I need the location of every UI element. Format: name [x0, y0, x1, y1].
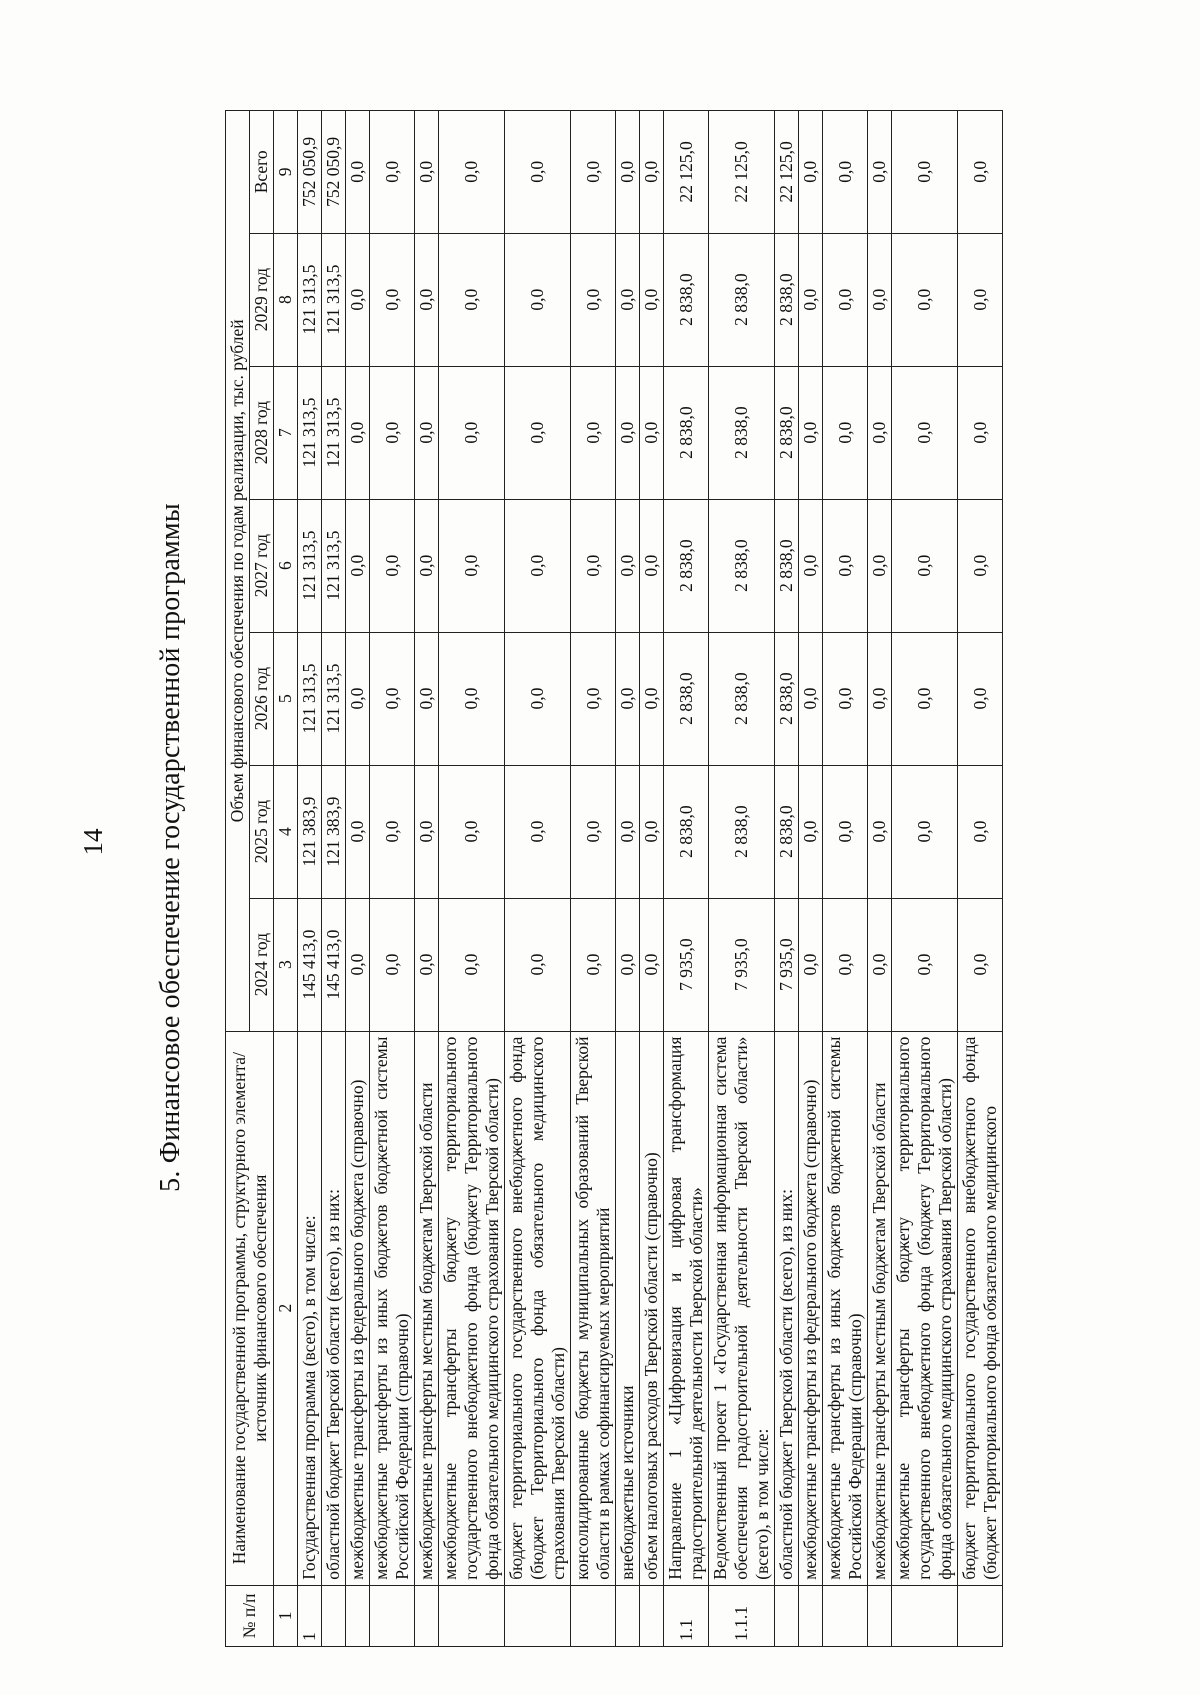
row-year-value: 145 413,0	[298, 898, 322, 1031]
row-year-value: 0,0	[958, 898, 1003, 1031]
row-total-value: 0,0	[868, 111, 892, 234]
column-number: 9	[274, 111, 298, 234]
row-year-value: 0,0	[616, 765, 640, 898]
column-number: 6	[274, 499, 298, 632]
row-year-value: 121 313,5	[298, 366, 322, 499]
table-row	[823, 111, 868, 1647]
row-year-value: 0,0	[571, 366, 616, 499]
table-row	[892, 111, 958, 1647]
row-year-value: 2 838,0	[664, 632, 709, 765]
table-row	[958, 111, 1003, 1647]
row-year-value: 0,0	[571, 233, 616, 366]
row-number	[775, 1585, 799, 1646]
row-number	[823, 1585, 868, 1646]
row-year-value: 0,0	[346, 233, 370, 366]
table-row	[505, 111, 571, 1647]
row-name: межбюджетные трансферты из федерального бюджета (справочно)	[799, 1031, 823, 1585]
row-year-value: 7 935,0	[664, 898, 709, 1031]
row-year-value: 0,0	[892, 366, 958, 499]
row-year-value: 0,0	[415, 233, 439, 366]
row-name: межбюджетные трансферты из иных бюджетов бюджетной системы Российской Федерации (справочно)	[370, 1031, 415, 1585]
row-year-value: 0,0	[571, 499, 616, 632]
row-year-value: 0,0	[823, 233, 868, 366]
row-year-value: 0,0	[799, 765, 823, 898]
row-year-value: 0,0	[571, 898, 616, 1031]
row-year-value: 0,0	[346, 499, 370, 632]
column-number: 5	[274, 632, 298, 765]
row-year-value: 0,0	[616, 233, 640, 366]
row-year-value: 0,0	[799, 632, 823, 765]
row-number	[799, 1585, 823, 1646]
row-year-value: 2 838,0	[775, 632, 799, 765]
row-year-value: 0,0	[505, 632, 571, 765]
row-total-value: 0,0	[571, 111, 616, 234]
header-year: 2027 год	[250, 499, 274, 632]
row-name: межбюджетные трансферты бюджету территориального государственного внебюджетного фонда (бюджету Территориального фонда обязательного медицинского страхования Тверской области)	[439, 1031, 505, 1585]
row-name: Направление 1 «Цифровизация и цифровая трансформация градостроительной деятельности Тверской области»	[664, 1031, 709, 1585]
row-year-value: 0,0	[415, 898, 439, 1031]
financing-table	[225, 110, 1003, 1647]
row-number: 1	[298, 1585, 322, 1646]
row-total-value: 0,0	[640, 111, 664, 234]
row-year-value: 0,0	[958, 765, 1003, 898]
row-number	[892, 1585, 958, 1646]
row-year-value: 0,0	[868, 233, 892, 366]
row-total-value: 0,0	[346, 111, 370, 234]
row-year-value: 0,0	[439, 233, 505, 366]
row-year-value: 0,0	[640, 765, 664, 898]
row-name: межбюджетные трансферты местным бюджетам Тверской области	[868, 1031, 892, 1585]
row-name: межбюджетные трансферты из иных бюджетов бюджетной системы Российской Федерации (справочно)	[823, 1031, 868, 1585]
column-number: 2	[274, 1031, 298, 1585]
row-number: 1.1.1	[709, 1585, 775, 1646]
table-row	[709, 111, 775, 1647]
table-row	[799, 111, 823, 1647]
header-volume-group: Объем финансового обеспечения по годам реализации, тыс. рублей	[226, 111, 250, 1032]
column-number: 4	[274, 765, 298, 898]
row-total-value: 0,0	[616, 111, 640, 234]
row-year-value: 121 313,5	[298, 499, 322, 632]
row-year-value: 121 383,9	[322, 765, 346, 898]
row-total-value: 0,0	[823, 111, 868, 234]
row-year-value: 0,0	[571, 632, 616, 765]
row-year-value: 0,0	[868, 765, 892, 898]
table-row	[346, 111, 370, 1647]
row-year-value: 121 383,9	[298, 765, 322, 898]
row-name: бюджет территориального государственного внебюджетного фонда (бюджет Территориального фонда обязательного медицинского	[958, 1031, 1003, 1585]
row-year-value: 0,0	[892, 765, 958, 898]
row-total-value: 752 050,9	[322, 111, 346, 234]
row-total-value: 0,0	[439, 111, 505, 234]
row-year-value: 0,0	[958, 632, 1003, 765]
row-year-value: 0,0	[958, 499, 1003, 632]
table-row	[370, 111, 415, 1647]
row-year-value: 0,0	[823, 366, 868, 499]
row-number	[415, 1585, 439, 1646]
row-year-value: 0,0	[370, 499, 415, 632]
header-year: 2028 год	[250, 366, 274, 499]
page-title: 5. Финансовое обеспечение государственной программы	[155, 503, 186, 1192]
row-year-value: 0,0	[505, 233, 571, 366]
header-year: 2026 год	[250, 632, 274, 765]
row-year-value: 0,0	[868, 499, 892, 632]
row-year-value: 0,0	[415, 499, 439, 632]
column-number: 1	[274, 1585, 298, 1646]
header-num: № п/п	[226, 1585, 274, 1646]
row-year-value: 0,0	[439, 898, 505, 1031]
row-total-value: 22 125,0	[709, 111, 775, 234]
row-year-value: 0,0	[346, 765, 370, 898]
header-total: Всего	[250, 111, 274, 234]
row-total-value: 0,0	[415, 111, 439, 234]
row-year-value: 0,0	[616, 366, 640, 499]
row-year-value: 0,0	[505, 765, 571, 898]
row-year-value: 0,0	[958, 233, 1003, 366]
row-year-value: 2 838,0	[664, 765, 709, 898]
column-number: 3	[274, 898, 298, 1031]
column-number: 7	[274, 366, 298, 499]
page-number: 14	[78, 828, 108, 856]
row-total-value: 0,0	[370, 111, 415, 234]
row-year-value: 0,0	[616, 499, 640, 632]
row-year-value: 2 838,0	[709, 632, 775, 765]
row-year-value: 0,0	[370, 632, 415, 765]
row-name: Государственная программа (всего), в том числе:	[298, 1031, 322, 1585]
row-number	[958, 1585, 1003, 1646]
row-total-value: 22 125,0	[775, 111, 799, 234]
row-name: Ведомственный проект 1 «Государственная информационная система обеспечения градостроительной деятельности Тверской области» (всего), в том числе:	[709, 1031, 775, 1585]
header-year: 2029 год	[250, 233, 274, 366]
header-year: 2025 год	[250, 765, 274, 898]
row-year-value: 0,0	[892, 632, 958, 765]
row-year-value: 0,0	[868, 898, 892, 1031]
row-number	[640, 1585, 664, 1646]
row-year-value: 0,0	[505, 366, 571, 499]
row-year-value: 0,0	[346, 366, 370, 499]
row-year-value: 0,0	[892, 898, 958, 1031]
header-name: Наименование государственной программы, структурного элемента/источник финансового обеспечения	[226, 1031, 274, 1585]
row-year-value: 7 935,0	[709, 898, 775, 1031]
row-year-value: 0,0	[616, 632, 640, 765]
table-row	[640, 111, 664, 1647]
row-number	[616, 1585, 640, 1646]
header-row-1	[226, 111, 250, 1647]
row-year-value: 121 313,5	[322, 499, 346, 632]
row-year-value: 0,0	[892, 499, 958, 632]
row-number	[346, 1585, 370, 1646]
row-total-value: 0,0	[958, 111, 1003, 234]
row-year-value: 0,0	[640, 233, 664, 366]
row-total-value: 0,0	[799, 111, 823, 234]
row-name: областной бюджет Тверской области (всего), из них:	[775, 1031, 799, 1585]
row-year-value: 121 313,5	[298, 632, 322, 765]
row-year-value: 0,0	[823, 499, 868, 632]
row-year-value: 121 313,5	[322, 233, 346, 366]
table-row	[415, 111, 439, 1647]
row-number	[868, 1585, 892, 1646]
table-row	[616, 111, 640, 1647]
table-row	[775, 111, 799, 1647]
row-year-value: 0,0	[799, 898, 823, 1031]
row-year-value: 121 313,5	[322, 632, 346, 765]
row-year-value: 0,0	[640, 898, 664, 1031]
column-number: 8	[274, 233, 298, 366]
header-year: 2024 год	[250, 898, 274, 1031]
table-body	[298, 111, 1003, 1647]
row-year-value: 121 313,5	[322, 366, 346, 499]
row-name: объем налоговых расходов Тверской области (справочно)	[640, 1031, 664, 1585]
row-total-value: 752 050,9	[298, 111, 322, 234]
row-number	[439, 1585, 505, 1646]
row-year-value: 121 313,5	[298, 233, 322, 366]
row-year-value: 0,0	[505, 499, 571, 632]
row-year-value: 0,0	[799, 499, 823, 632]
row-total-value: 0,0	[892, 111, 958, 234]
row-number	[370, 1585, 415, 1646]
row-year-value: 2 838,0	[775, 499, 799, 632]
row-year-value: 0,0	[799, 366, 823, 499]
table-row	[322, 111, 346, 1647]
row-year-value: 0,0	[640, 632, 664, 765]
row-year-value: 0,0	[370, 233, 415, 366]
row-year-value: 2 838,0	[664, 233, 709, 366]
row-year-value: 0,0	[415, 765, 439, 898]
row-year-value: 0,0	[346, 898, 370, 1031]
row-year-value: 145 413,0	[322, 898, 346, 1031]
row-year-value: 0,0	[868, 632, 892, 765]
row-year-value: 2 838,0	[664, 499, 709, 632]
row-year-value: 0,0	[346, 632, 370, 765]
row-year-value: 0,0	[439, 499, 505, 632]
row-year-value: 2 838,0	[664, 366, 709, 499]
row-number	[322, 1585, 346, 1646]
row-year-value: 0,0	[439, 632, 505, 765]
row-year-value: 0,0	[415, 632, 439, 765]
row-year-value: 0,0	[370, 765, 415, 898]
table-row	[664, 111, 709, 1647]
row-year-value: 2 838,0	[775, 765, 799, 898]
row-year-value: 7 935,0	[775, 898, 799, 1031]
table-row	[571, 111, 616, 1647]
row-year-value: 0,0	[868, 366, 892, 499]
row-year-value: 0,0	[505, 898, 571, 1031]
row-number	[571, 1585, 616, 1646]
row-year-value: 0,0	[640, 499, 664, 632]
row-name: областной бюджет Тверской области (всего), из них:	[322, 1031, 346, 1585]
row-name: межбюджетные трансферты бюджету территориального государственного внебюджетного фонда (бюджету Территориального фонда обязательного медицинского страхования Тверской области)	[892, 1031, 958, 1585]
row-year-value: 0,0	[370, 898, 415, 1031]
row-name: внебюджетные источники	[616, 1031, 640, 1585]
row-year-value: 0,0	[370, 366, 415, 499]
row-year-value: 2 838,0	[709, 499, 775, 632]
row-year-value: 0,0	[958, 366, 1003, 499]
row-year-value: 0,0	[823, 632, 868, 765]
row-year-value: 0,0	[640, 366, 664, 499]
row-total-value: 0,0	[505, 111, 571, 234]
row-name: консолидированные бюджеты муниципальных образований Тверской области в рамках софинансируемых мероприятий	[571, 1031, 616, 1585]
table-row	[298, 111, 322, 1647]
row-year-value: 0,0	[799, 233, 823, 366]
row-year-value: 2 838,0	[709, 366, 775, 499]
row-year-value: 0,0	[439, 366, 505, 499]
row-year-value: 0,0	[415, 366, 439, 499]
row-year-value: 0,0	[892, 233, 958, 366]
row-year-value: 0,0	[823, 765, 868, 898]
row-name: межбюджетные трансферты местным бюджетам Тверской области	[415, 1031, 439, 1585]
row-year-value: 0,0	[571, 765, 616, 898]
table-row	[868, 111, 892, 1647]
row-year-value: 2 838,0	[709, 765, 775, 898]
row-year-value: 2 838,0	[709, 233, 775, 366]
row-total-value: 22 125,0	[664, 111, 709, 234]
row-year-value: 0,0	[439, 765, 505, 898]
column-number-row	[274, 111, 298, 1647]
table-row	[439, 111, 505, 1647]
row-number: 1.1	[664, 1585, 709, 1646]
row-year-value: 0,0	[616, 898, 640, 1031]
row-name: бюджет территориального государственного внебюджетного фонда (бюджет Территориального фонда обязательного медицинского страхования Тверской области)	[505, 1031, 571, 1585]
row-year-value: 0,0	[823, 898, 868, 1031]
row-year-value: 2 838,0	[775, 366, 799, 499]
row-name: межбюджетные трансферты из федерального бюджета (справочно)	[346, 1031, 370, 1585]
row-number	[505, 1585, 571, 1646]
row-year-value: 2 838,0	[775, 233, 799, 366]
